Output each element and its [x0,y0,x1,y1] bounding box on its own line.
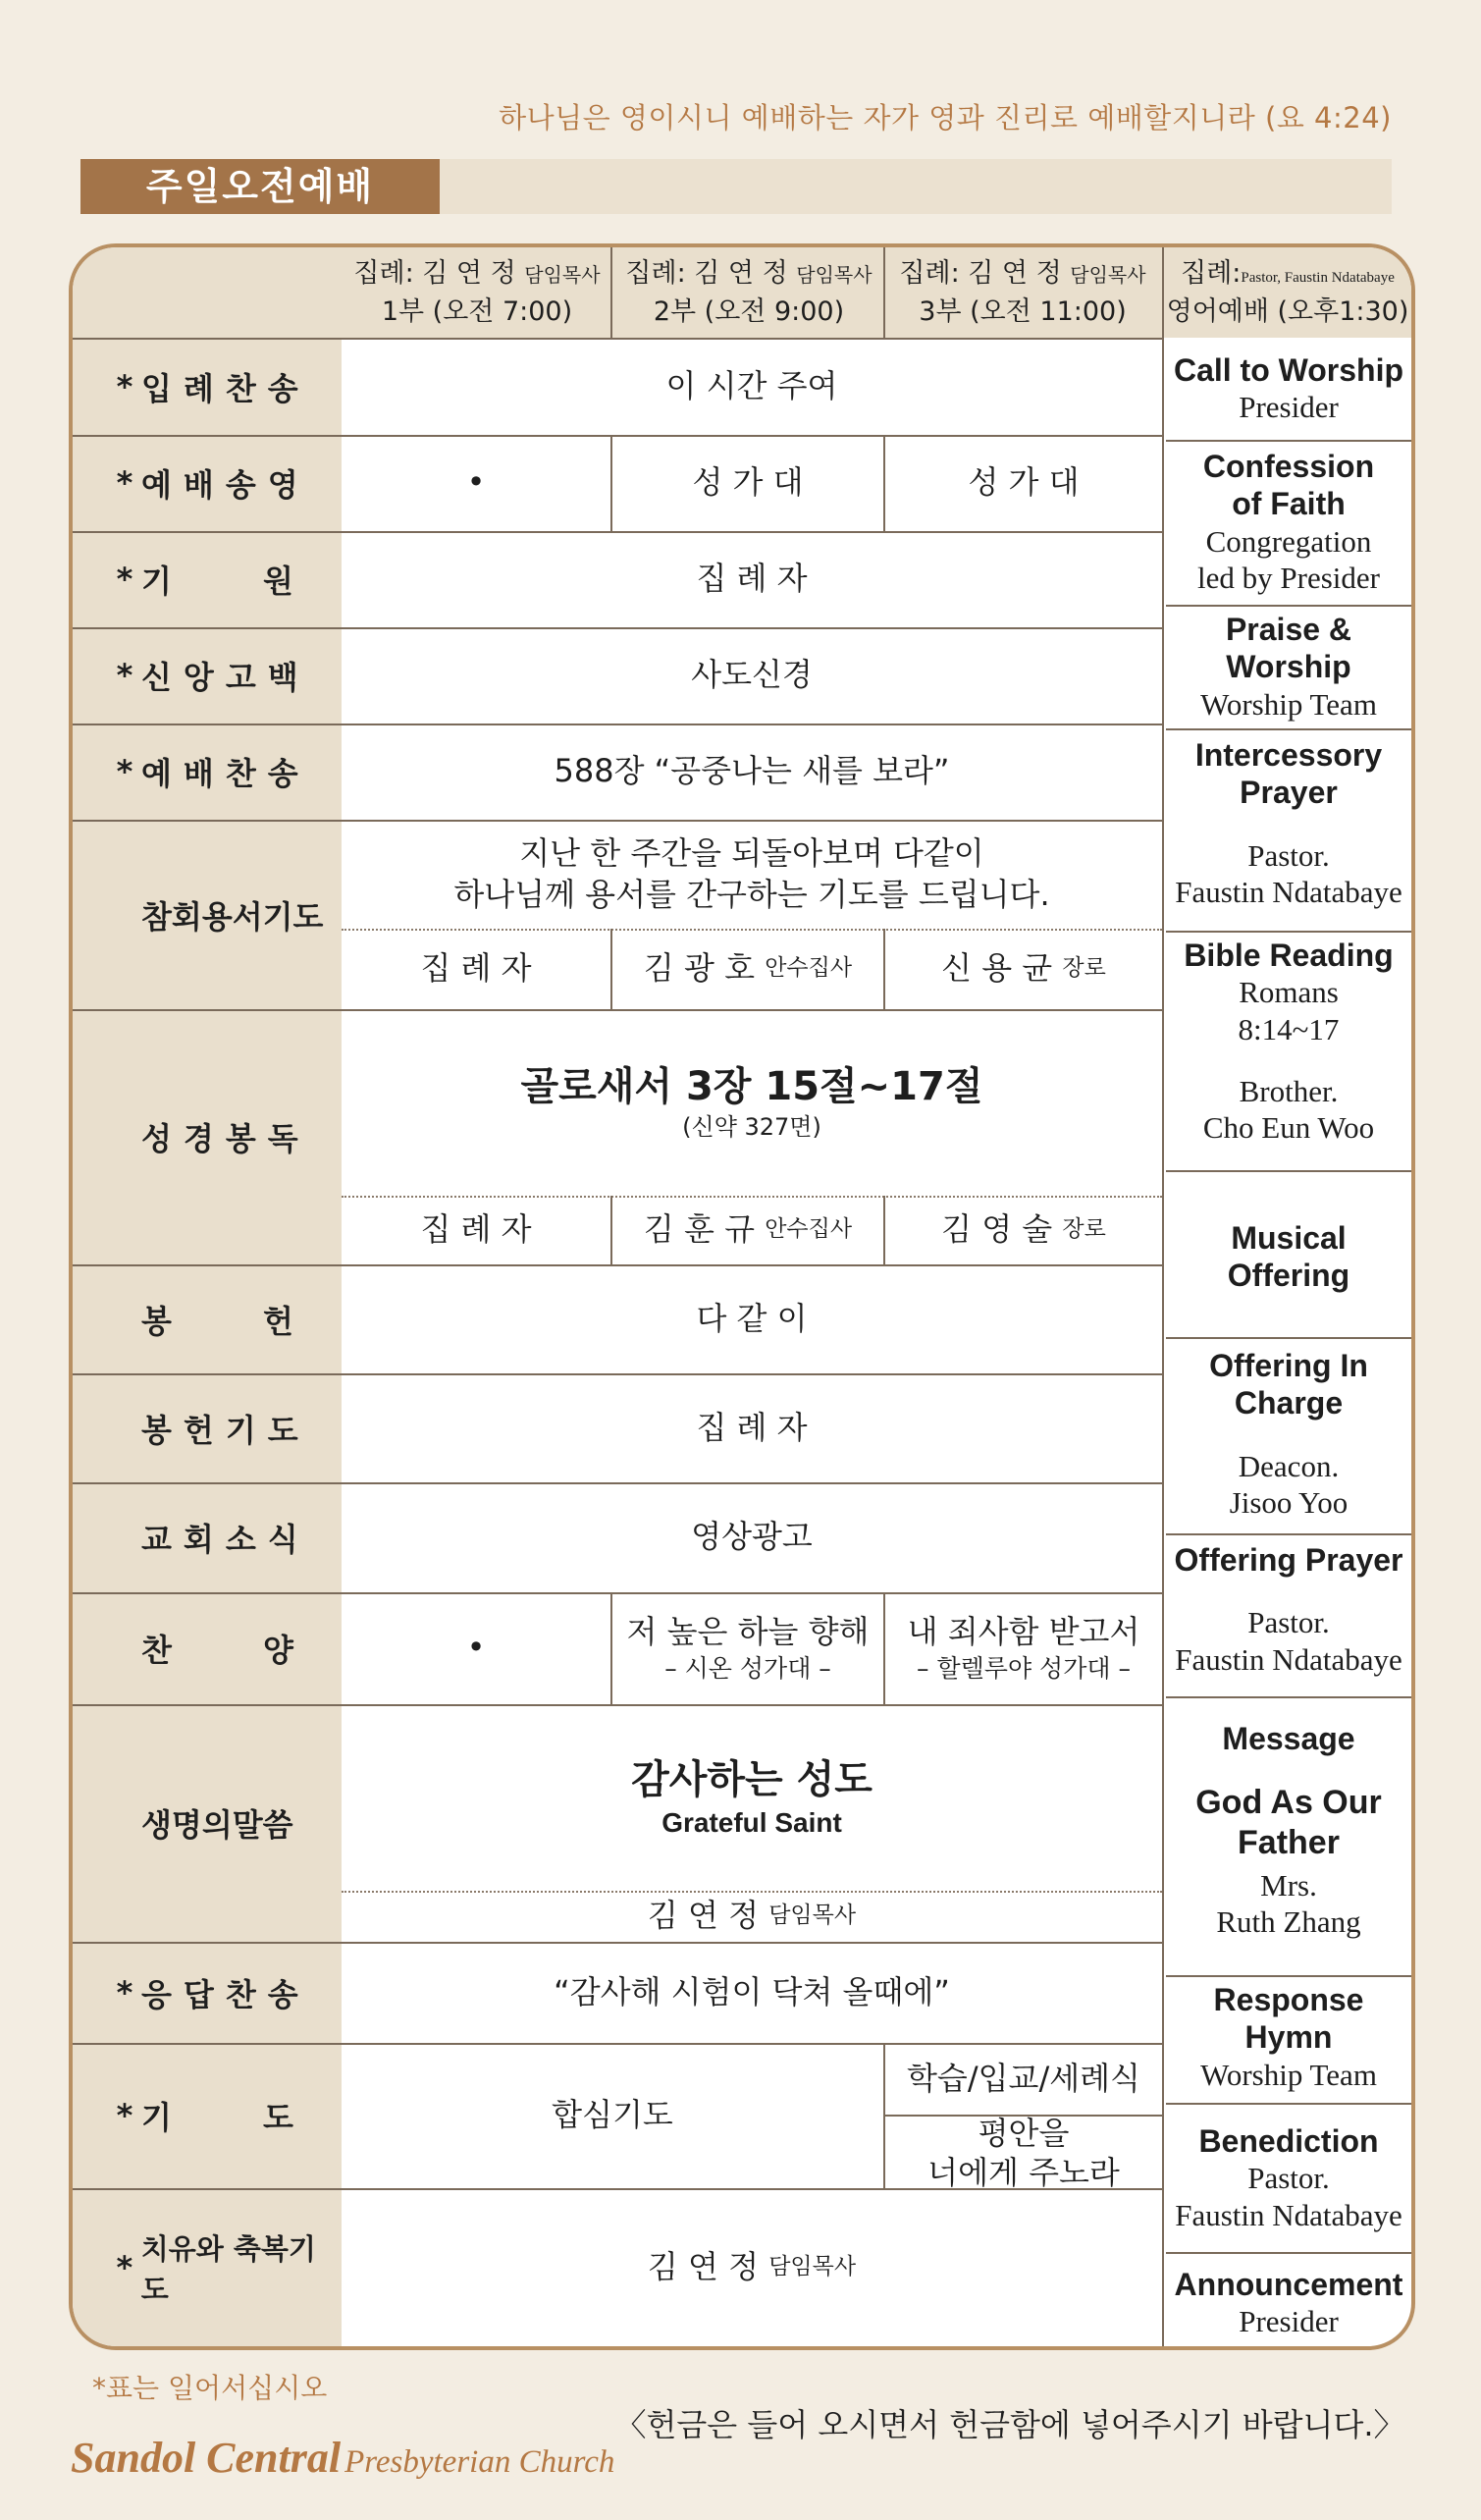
standing-mark: * [116,753,133,790]
en-person: Brother. [1239,1073,1339,1108]
en-line [1166,1696,1411,1698]
en-line [1166,1337,1411,1339]
label-hymn [73,724,342,820]
en-line [1166,440,1411,442]
label-text: 신앙고백 [141,659,310,696]
standing-mark: * [116,657,133,694]
standing-mark: * [116,464,133,502]
divider [610,247,612,338]
en-person: Mrs. [1260,1867,1317,1903]
en-title: Praise & [1225,612,1352,647]
label-offering-prayer [73,1373,342,1482]
en-title: Message [1222,1721,1355,1756]
label-response-hymn [73,1942,342,2043]
person-role: 장로 [1062,955,1106,982]
anthem-service-3 [885,1592,1162,1704]
service-3-header [885,247,1160,338]
en-announcement [1166,2266,1411,2340]
en-title: Offering In [1209,1348,1368,1383]
label-anthem [73,1592,342,1704]
doxology-service-3: 성 가 대 [968,463,1080,502]
passage-page: (신약 327면) [682,1113,821,1142]
blessing-value [342,2188,1162,2346]
service-leader: 집례: 김 연 정 [899,257,1062,289]
service-4-header [1164,247,1411,338]
en-person: Pastor. [1247,2161,1330,2196]
en-confession [1166,448,1411,596]
label-text: 예배송영 [141,466,310,504]
person-role: 안수집사 [765,1216,853,1243]
anthem-title: 내 죄사함 받고서 [907,1612,1140,1650]
person-name: 김 연 정 [647,1897,760,1935]
standing-mark: * [116,2248,133,2286]
en-person: Ruth Zhang [1216,1904,1361,1940]
repentance-service-1: 집 례 자 [420,949,532,988]
en-title: Announcement [1174,2267,1403,2302]
en-line [1166,2252,1411,2254]
en-person: Worship Team [1200,686,1377,722]
divider [883,247,885,338]
service-2-header [612,247,885,338]
label-text: 찬 양 [141,1632,293,1669]
person-role: 담임목사 [768,1903,857,1929]
label-news [73,1482,342,1592]
repentance-service-3 [885,929,1162,1009]
sermon-subtitle: Grateful Saint [661,1806,842,1838]
anthem-choir: – 시온 성가대 – [664,1653,831,1683]
prayer-value: 합심기도 [552,2096,673,2134]
en-person: Faustin Ndatabaye [1175,874,1402,909]
order-of-worship-table [69,243,1415,2350]
label-text: 기 원 [141,563,293,600]
service-time: 3부 (오전 11:00) [919,296,1127,327]
en-line [1166,728,1411,730]
label-text: 봉 헌 [141,1302,293,1340]
offering-prayer-value: 집 례 자 [696,1408,808,1446]
person-name: 김 영 술 [941,1210,1053,1249]
offering-value: 다 같 이 [696,1299,808,1337]
service-role: 담임목사 [796,262,873,287]
scripture-service-2 [612,1196,883,1264]
en-title: Benediction [1198,2123,1379,2159]
en-person: Faustin Ndatabaye [1175,2197,1402,2232]
en-title: Bible Reading [1184,938,1394,973]
en-title: Prayer [1240,775,1338,811]
scripture-passage [342,1009,1162,1196]
en-title: Response [1213,1982,1364,2017]
label-sermon [73,1704,342,1942]
en-title: Hymn [1244,2019,1333,2056]
en-sermon-title: Father [1238,1824,1340,1862]
service-role: 담임목사 [524,262,601,287]
label-scripture [73,1009,342,1264]
invocation-value: 집 례 자 [696,560,808,598]
en-person: Presider [1239,390,1339,425]
service-leader: 집례: 김 연 정 [625,257,788,289]
label-text: 응답찬송 [141,1975,310,2013]
peace-line: 너에게 주노라 [927,2153,1120,2191]
church-name [71,2433,614,2483]
person-role: 안수집사 [765,955,853,982]
label-creed [73,627,342,724]
hymn-value: 588장 “공중나는 새를 보라” [554,752,950,790]
service-role: Pastor, Faustin Ndatabaye [1241,269,1395,286]
en-title: Call to Worship [1173,352,1404,388]
en-benediction [1166,2122,1411,2233]
repentance-text [342,820,1162,929]
service-leader: 집례: [1181,257,1242,289]
sermon-title-block [342,1704,1162,1891]
service-time: 2부 (오전 9:00) [653,296,845,327]
peace-line: 평안을 [978,2114,1070,2152]
anthem-service-1: • [466,1629,486,1667]
en-title: Confession [1202,449,1375,484]
en-person: Jisoo Yoo [1229,1484,1349,1520]
section-title: 주일오전예배 [80,159,440,214]
en-person: Congregation [1205,523,1372,559]
en-intercessory [1166,736,1411,910]
label-text: 봉헌기도 [141,1411,310,1449]
en-praise-worship [1166,611,1411,723]
en-person: Faustin Ndatabaye [1175,1641,1402,1677]
label-text: 생명의말씀 [141,1806,293,1844]
label-prayer [73,2043,342,2188]
label-text: 참회용서기도 [141,897,324,936]
en-person: Pastor. [1247,837,1330,873]
repentance-line: 지난 한 주간을 되돌아보며 다같이 [519,833,984,872]
en-sermon-title: God As Our [1195,1784,1382,1822]
en-person: led by Presider [1197,560,1380,595]
en-detail: 8:14~17 [1238,1011,1340,1046]
person-name: 김 연 정 [647,2247,760,2285]
person-role: 담임목사 [768,2253,857,2279]
en-line [1166,1975,1411,1977]
en-person: Pastor. [1247,1605,1330,1640]
service-leader: 집례: 김 연 정 [353,257,516,289]
person-role: 장로 [1062,1216,1106,1243]
anthem-service-2 [612,1592,883,1704]
sermon-title: 감사하는 성도 [631,1756,873,1802]
service-role: 담임목사 [1070,262,1146,287]
label-text: 기 도 [141,2099,293,2136]
prayer-peace [885,2114,1162,2191]
label-text: 치유와 축복기도 [140,2231,316,2306]
en-title: Offering Prayer [1174,1542,1403,1578]
en-message [1166,1720,1411,1940]
en-line [1166,931,1411,933]
standing-footnote: *표는 일어서십시오 [92,2372,328,2404]
repentance-service-2 [612,929,883,1009]
doxology-service-1: • [466,463,486,502]
person-name: 김 훈 규 [643,1210,756,1249]
scripture-service-3 [885,1196,1162,1264]
church-name-suffix: Presbyterian Church [344,2444,615,2480]
en-title: Musical Offering [1227,1220,1350,1294]
label-doxology [73,435,342,531]
person-name: 김 광 호 [643,949,756,988]
en-line [1166,2103,1411,2105]
offering-note: 〈헌금은 들어 오시면서 헌금함에 넣어주시기 바랍니다.〉 [614,2406,1405,2443]
response-hymn-value: “감사해 시험이 닥쳐 올때에” [554,1972,950,2011]
repentance-line: 하나님께 용서를 간구하는 기도를 드립니다. [453,875,1050,913]
label-text: 입례찬송 [141,369,310,407]
person-name: 신 용 균 [941,949,1053,988]
en-offering-prayer [1166,1541,1411,1678]
en-line [1166,1170,1411,1172]
en-detail: Romans [1239,975,1339,1010]
en-title: Worship [1226,649,1351,685]
en-title: Charge [1234,1385,1344,1421]
en-bible-reading [1166,937,1411,1146]
standing-mark: * [116,2097,133,2134]
scripture-service-1: 집 례 자 [420,1210,532,1249]
label-repentance [73,820,342,1009]
en-person: Cho Eun Woo [1202,1109,1375,1145]
doxology-service-2: 성 가 대 [692,463,804,502]
en-person: Worship Team [1200,2057,1377,2092]
anthem-choir: – 할렐루야 성가대 – [917,1653,1131,1683]
standing-mark: * [116,561,133,598]
label-invocation [73,531,342,627]
label-opening-hymn [73,338,342,435]
label-text: 성경봉독 [141,1120,310,1157]
opening-hymn-value: 이 시간 주여 [665,366,838,404]
church-name-main: Sandol Central [71,2434,342,2482]
en-musical-offering [1166,1219,1411,1295]
prayer-ceremony: 학습/입교/세례식 [907,2059,1140,2097]
service-time: 영어예배 (오후1:30) [1166,296,1409,327]
divider-english [1162,247,1164,2346]
en-response-hymn [1166,1981,1411,2093]
label-text: 교회소식 [141,1521,310,1558]
anthem-title: 저 높은 하늘 향해 [626,1612,870,1650]
label-text: 예배찬송 [141,755,310,792]
standing-mark: * [116,1973,133,2011]
sermon-preacher [342,1891,1162,1942]
en-title: of Faith [1232,486,1346,522]
en-call-to-worship [1166,351,1411,426]
en-offering-in-charge [1166,1347,1411,1521]
en-line [1166,1533,1411,1535]
service-1-header [342,247,612,338]
creed-value: 사도신경 [691,656,813,694]
header-verse: 하나님은 영이시니 예배하는 자가 영과 진리로 예배할지니라 (요 4:24) [499,101,1392,134]
label-offering [73,1264,342,1373]
standing-mark: * [116,367,133,405]
service-time: 1부 (오전 7:00) [381,296,573,327]
label-blessing [73,2188,342,2346]
en-title: Intercessory [1194,737,1383,773]
news-value: 영상광고 [691,1518,813,1556]
en-person: Deacon. [1238,1448,1340,1483]
en-person: Presider [1239,2304,1339,2339]
en-line [1166,605,1411,607]
passage-title: 골로새서 3장 15절~17절 [520,1064,983,1110]
